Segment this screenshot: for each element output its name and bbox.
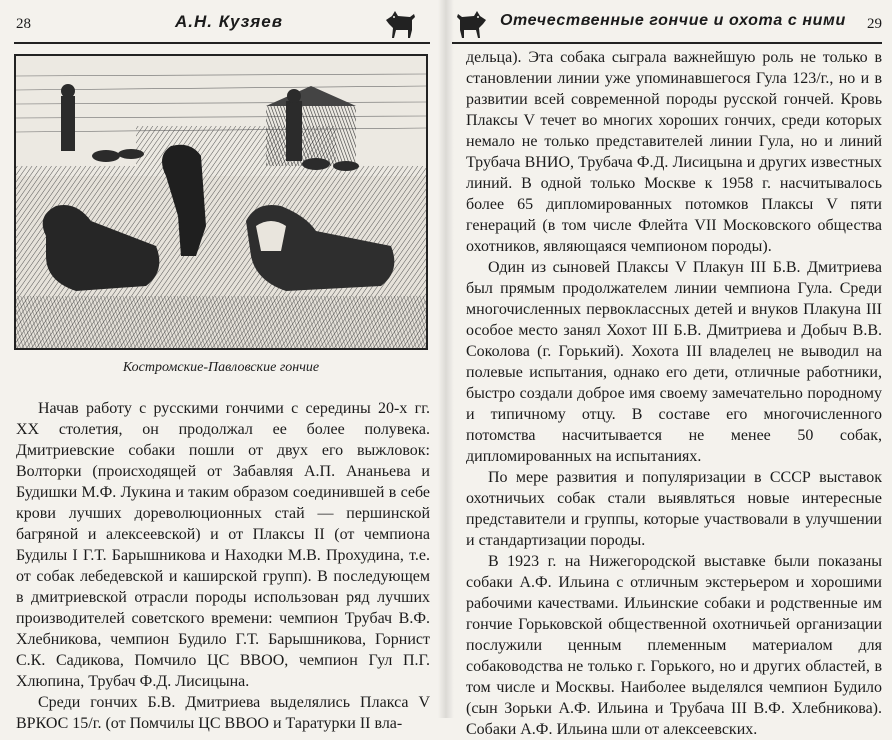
paragraph-text: дельца). Эта собака сыграла важнейшую роль не только в становлении линии уже упоминавшегося Гула 123/г., но и в развитии всей современной породы русской гончей. Кровь Плаксы V течет во многих хороших гончих, среди которых немало не только представителей линии Гула, но и линий Трубача ВНИО, Трубача Ф.Д. Лисицына и других известных линий. В одной только Москве к 1958 г. насчитывалось более 65 дипломированных потомков Плаксы V пяти генераций (в том числе Флейта VII Московского общества охотников, являющаяся чемпионом породы). (466, 49, 882, 255)
hunting-scene-image (14, 54, 428, 350)
paragraph (466, 257, 882, 467)
hound-ornament-icon (454, 8, 490, 40)
paragraph (466, 467, 882, 551)
paragraph (16, 398, 430, 692)
engraving-drawing (16, 56, 426, 348)
paragraph-text: Начав работу с русскими гончими с середины 20-х гг. XX столетия, он продолжал ее более полувека. Дмитриевские собаки пошли от двух его выжловок: Волторки (происходящей от Забавляя А.П. Ананьева и Будишки М.Ф. Лукина и таким образом соединившей в себе крови лучших дореволюционных стай — першинской багряной и алексеевской) и от Плаксы II (от чемпиона Будилы I Г.Т. Барышникова и Находки М.В. Прохудина, т.е. от собак лебедевской и каширской групп). В последующем в дмитриевской отрасли породы использован ряд лучших производителей советского времени: чемпион Трубач В.Ф. Хлебникова, чемпион Будило Г.Т. Барышникова, Горнист С.К. Садикова, Помчило ЦС ВВОО, чемпион Гул П.Г. Хлюпина, Трубач Ф.Д. Лисицына. (16, 400, 430, 690)
paragraph-text: Один из сыновей Плаксы V Плакун III Б.В. Дмитриева был прямым продолжателем линии чемпиона Гула. Среди многочисленных первоклассных детей и внуков Плакуна III особое место занял Хохот III Б.В. Дмитриева и Добыч В.В. Соколова (г. Горький). Хохота III владелец не выводил на полевые испытания, однако его дети, отличные работники, быстро создали доброе имя своему замечательно породному и типичному отцу. В составе его многочисленного потомства насчитывается не менее 50 собак, дипломированных на испытаниях. (466, 259, 882, 465)
right-page (446, 0, 892, 738)
paragraph-text: По мере развития и популяризации в СССР выставок охотничьих собак стали выявляться новые интересные представители и группы, которые участвовали в улучшении и стандартизации породы. (466, 469, 882, 549)
paragraph (16, 692, 430, 734)
paragraph-text: Среди гончих Б.В. Дмитриева выделялись Плакса V ВРКОС 15/г. (от Помчилы ЦС ВВОО и Таратурки II вла- (16, 694, 430, 732)
running-head-author: А.Н. Кузяев (175, 12, 284, 31)
page-number-left: 28 (16, 16, 31, 32)
page-number-right: 29 (867, 16, 882, 32)
paragraph (466, 47, 882, 257)
header-rule-right (452, 42, 882, 44)
header-rule-left (14, 42, 430, 44)
paragraph-text: В 1923 г. на Нижегородской выставке были показаны собаки А.Ф. Ильина с отличным экстерьером и хорошими рабочими качествами. Ильинские собаки и родственные им гончие Горьковской общественной охотничьей организации послужили ценным племенным материалом для собаководства не только г. Горького, но и других областей, в том числе и Москвы. Наиболее выделялся чемпион Будило (сын Зорьки А.Ф. Ильина и Трубача III В.Ф. Хлебникова). Собаки А.Ф. Ильина шли от алексеевских. (466, 553, 882, 738)
left-page (0, 0, 446, 732)
left-body-text (16, 398, 430, 734)
right-body-text (466, 47, 882, 740)
paragraph (466, 551, 882, 740)
running-head-title: Отечественные гончие и охота с ними (500, 12, 846, 29)
illustration-caption: Костромские-Павловские гончие (122, 360, 320, 375)
hound-ornament-icon (382, 8, 418, 40)
